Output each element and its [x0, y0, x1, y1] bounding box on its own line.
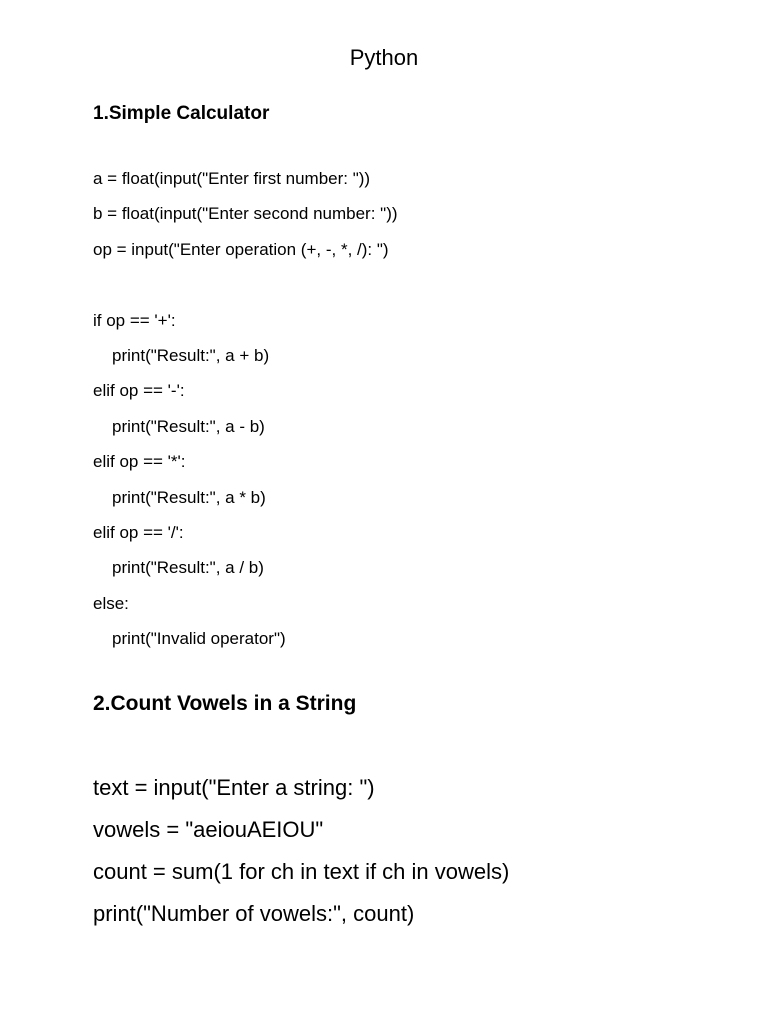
code-block-simple-calculator [93, 166, 398, 661]
document-title: Python [349, 45, 419, 70]
code-block-count-vowels [93, 772, 509, 940]
code-line: print("Result:", a - b) [112, 416, 265, 436]
code-line: elif op == '-': [93, 381, 185, 401]
code-line: elif op == '*': [93, 452, 186, 472]
section-heading-count-vowels: 2.Count Vowels in a String [93, 692, 357, 715]
section-heading-simple-calculator: 1.Simple Calculator [93, 103, 270, 124]
code-line: print("Result:", a * b) [112, 487, 266, 507]
code-line: if op == '+': [93, 310, 176, 330]
code-line: count = sum(1 for ch in text if ch in vowels) [93, 859, 510, 884]
code-line: print("Result:", a / b) [112, 558, 264, 578]
code-line: else: [93, 593, 129, 613]
code-line: elif op == '/': [93, 522, 184, 542]
code-line: text = input("Enter a string: ") [93, 775, 375, 800]
code-line: a = float(input("Enter first number: ")) [93, 169, 371, 188]
code-line-blank [93, 272, 398, 307]
code-line: print("Result:", a + b) [112, 345, 270, 365]
code-line: op = input("Enter operation (+, -, *, /): ") [93, 239, 389, 259]
code-line: b = float(input("Enter second number: ")) [93, 204, 398, 224]
code-line: print("Number of vowels:", count) [93, 901, 415, 926]
code-line: vowels = "aeiouAEIOU" [93, 817, 324, 842]
code-line: print("Invalid operator") [112, 629, 286, 649]
